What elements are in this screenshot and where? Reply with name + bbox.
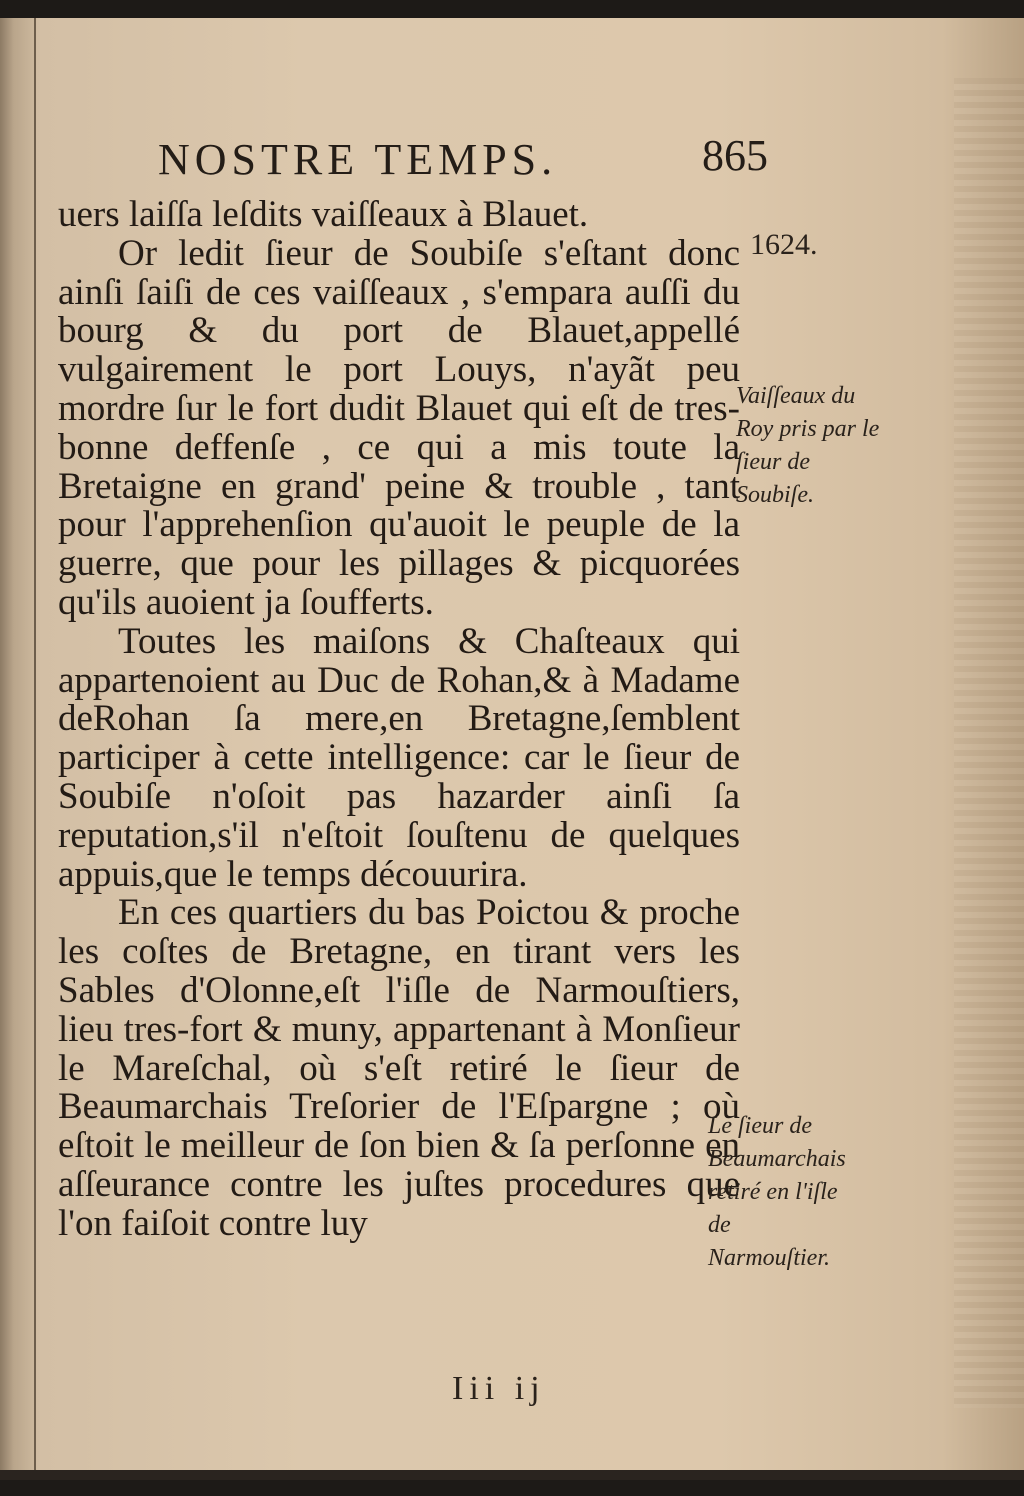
page-bottom-edge (0, 1470, 1024, 1480)
paragraph-soubise: Or ledit ſieur de Soubiſe s'eſtant donc ainſi ſaiſi de ces vaiſſeaux , s'empara auſſi du bourg & du port de Blauet,appellé vulgairement le port Louys, n'ayãt peu mordre ſur le fort dudit Blauet qui eſt de tres-bonne deffenſe , ce qui a mis toute la Bretaigne en grand' peine & trouble , tant pour l'apprehenſion qu'auoit le peuple de la guerre, que pour les pillages & picquorées qu'ils auoient ja ſoufferts. (58, 232, 740, 623)
binding-gutter (0, 18, 36, 1480)
signature-mark: Iii ij (452, 1370, 546, 1407)
paragraph-narmoutier: En ces quartiers du bas Poictou & proche les coſtes de Bretagne, en tirant vers les Sables d'Olonne,eſt l'iſle de Narmouſtiers, lieu tres-fort & muny, appartenant à Monſieur le Mareſchal, où s'eſt retiré le ſieur de Beaumarchais Treſorier de l'Eſpargne ; où eſtoit le meilleur de ſon bien & ſa perſonne en aſſeurance contre les juſtes procedures que l'on faiſoit contre luy (58, 892, 740, 1244)
book-page (0, 18, 1024, 1480)
paragraph-rohan: Toutes les maiſons & Chaſteaux qui appartenoient au Duc de Rohan,& à Madame deRohan ſa mere,en Bretagne,ſemblent participer à cette intelligence: car le ſieur de Soubiſe n'oſoit pas hazarder ainſi ſa reputation,s'il n'eſtoit ſouſtenu de quelques appuis,que le temps découurira. (58, 620, 740, 895)
paragraph-continuation: uers laiſſa leſdits vaiſſeaux à Blauet. (58, 194, 589, 235)
margin-note-beaumarchais: Le ſieur de Beaumarchais retiré en l'iſle de Narmouſtier. (708, 1113, 846, 1271)
page-number: 865 (702, 131, 768, 180)
running-head (158, 130, 768, 194)
main-text (58, 196, 740, 1244)
running-head-title: NOSTRE TEMPS. (158, 135, 558, 184)
margin-note-vaisseaux: Vaiſſeaux du Roy pris par le ſieur de Soubiſe. (736, 383, 880, 508)
marginal-year: 1624. (750, 228, 818, 261)
page-edge-texture (954, 78, 1024, 1408)
